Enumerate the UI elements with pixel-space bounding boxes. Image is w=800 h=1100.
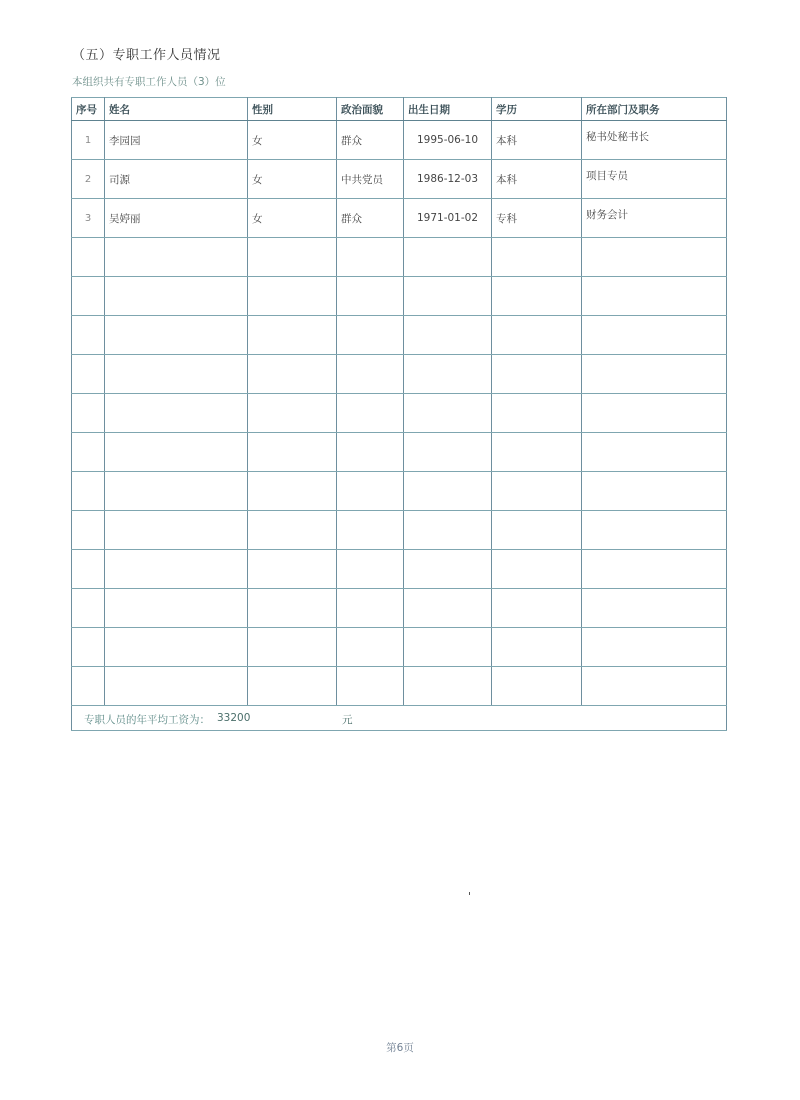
cell-no: 1 (72, 121, 105, 160)
page-number: 第6页 (386, 1042, 414, 1054)
cell-name: 李园园 (105, 121, 248, 160)
empty-cell (337, 550, 404, 589)
header-no: 序号 (72, 98, 105, 121)
empty-cell (248, 238, 337, 277)
cell-gender: 女 (248, 160, 337, 199)
empty-cell (337, 433, 404, 472)
staff-table (71, 97, 727, 731)
empty-cell (72, 355, 105, 394)
empty-cell (248, 511, 337, 550)
empty-cell (582, 550, 727, 589)
empty-cell (105, 511, 248, 550)
salary-row (72, 706, 727, 731)
empty-cell (492, 277, 582, 316)
empty-cell (582, 511, 727, 550)
section-title: （五）专职工作人员情况 (72, 48, 221, 63)
salary-unit: 元 (342, 714, 353, 726)
table-row (72, 121, 727, 160)
empty-cell (337, 394, 404, 433)
empty-cell (492, 628, 582, 667)
empty-cell (105, 277, 248, 316)
empty-cell (404, 472, 492, 511)
empty-cell (337, 472, 404, 511)
empty-cell (582, 472, 727, 511)
empty-cell (404, 316, 492, 355)
cell-gender: 女 (248, 199, 337, 238)
empty-cell (72, 238, 105, 277)
header-gender: 性别 (248, 98, 337, 121)
empty-cell (337, 628, 404, 667)
empty-cell (582, 628, 727, 667)
header-name: 姓名 (105, 98, 248, 121)
empty-cell (492, 433, 582, 472)
empty-cell (582, 394, 727, 433)
empty-cell (582, 667, 727, 706)
cell-post: 项目专员 (582, 160, 727, 199)
empty-table-row (72, 472, 727, 511)
cell-political: 中共党员 (337, 160, 404, 199)
empty-cell (105, 667, 248, 706)
empty-cell (105, 433, 248, 472)
empty-cell (582, 238, 727, 277)
empty-table-row (72, 628, 727, 667)
cell-birth: 1986-12-03 (404, 160, 492, 199)
empty-cell (582, 316, 727, 355)
empty-cell (492, 238, 582, 277)
empty-cell (492, 511, 582, 550)
empty-cell (337, 316, 404, 355)
empty-cell (248, 355, 337, 394)
empty-cell (337, 277, 404, 316)
table-row (72, 160, 727, 199)
staff-count-text: 本组织共有专职工作人员（3）位 (72, 76, 226, 88)
empty-cell (582, 355, 727, 394)
salary-label: 专职人员的年平均工资为： (84, 714, 210, 726)
empty-cell (105, 472, 248, 511)
empty-cell (248, 472, 337, 511)
empty-cell (404, 589, 492, 628)
empty-cell (492, 394, 582, 433)
empty-cell (337, 511, 404, 550)
empty-cell (404, 355, 492, 394)
empty-cell (404, 511, 492, 550)
empty-table-row (72, 511, 727, 550)
empty-table-row (72, 238, 727, 277)
empty-cell (404, 238, 492, 277)
empty-cell (492, 316, 582, 355)
empty-cell (248, 316, 337, 355)
header-education: 学历 (492, 98, 582, 121)
empty-cell (105, 355, 248, 394)
cell-no: 2 (72, 160, 105, 199)
empty-cell (492, 472, 582, 511)
table-header-row (72, 98, 727, 121)
empty-cell (492, 667, 582, 706)
empty-cell (105, 394, 248, 433)
scan-speck (469, 892, 470, 895)
empty-cell (72, 589, 105, 628)
cell-post: 财务会计 (582, 199, 727, 238)
empty-cell (248, 667, 337, 706)
cell-name: 吴婷丽 (105, 199, 248, 238)
empty-cell (105, 550, 248, 589)
empty-cell (105, 628, 248, 667)
empty-cell (404, 277, 492, 316)
cell-name: 司源 (105, 160, 248, 199)
empty-cell (72, 433, 105, 472)
empty-table-row (72, 316, 727, 355)
empty-cell (404, 550, 492, 589)
cell-education: 本科 (492, 160, 582, 199)
empty-cell (404, 628, 492, 667)
empty-cell (248, 589, 337, 628)
header-birth: 出生日期 (404, 98, 492, 121)
empty-cell (582, 433, 727, 472)
empty-cell (72, 277, 105, 316)
empty-cell (582, 589, 727, 628)
empty-cell (248, 628, 337, 667)
empty-cell (105, 238, 248, 277)
empty-table-row (72, 667, 727, 706)
empty-table-row (72, 589, 727, 628)
empty-cell (72, 667, 105, 706)
empty-table-row (72, 277, 727, 316)
empty-cell (248, 433, 337, 472)
cell-gender: 女 (248, 121, 337, 160)
table-row (72, 199, 727, 238)
salary-value: 33200 (217, 712, 251, 724)
cell-political: 群众 (337, 199, 404, 238)
empty-cell (492, 550, 582, 589)
cell-political: 群众 (337, 121, 404, 160)
empty-cell (248, 394, 337, 433)
cell-birth: 1995-06-10 (404, 121, 492, 160)
empty-cell (582, 277, 727, 316)
empty-cell (72, 550, 105, 589)
empty-cell (72, 511, 105, 550)
empty-cell (72, 628, 105, 667)
empty-cell (248, 277, 337, 316)
empty-cell (404, 667, 492, 706)
empty-cell (337, 667, 404, 706)
empty-cell (337, 238, 404, 277)
empty-table-row (72, 433, 727, 472)
salary-cell (72, 706, 727, 731)
empty-cell (248, 550, 337, 589)
empty-table-row (72, 550, 727, 589)
empty-cell (492, 355, 582, 394)
cell-birth: 1971-01-02 (404, 199, 492, 238)
cell-no: 3 (72, 199, 105, 238)
header-political: 政治面貌 (337, 98, 404, 121)
empty-cell (404, 394, 492, 433)
empty-cell (337, 589, 404, 628)
empty-cell (337, 355, 404, 394)
empty-cell (105, 316, 248, 355)
empty-table-row (72, 355, 727, 394)
empty-cell (72, 316, 105, 355)
empty-cell (72, 472, 105, 511)
empty-cell (492, 589, 582, 628)
empty-cell (105, 589, 248, 628)
cell-education: 本科 (492, 121, 582, 160)
empty-cell (72, 394, 105, 433)
empty-cell (404, 433, 492, 472)
header-post: 所在部门及职务 (582, 98, 727, 121)
empty-table-row (72, 394, 727, 433)
cell-education: 专科 (492, 199, 582, 238)
cell-post: 秘书处秘书长 (582, 121, 727, 160)
